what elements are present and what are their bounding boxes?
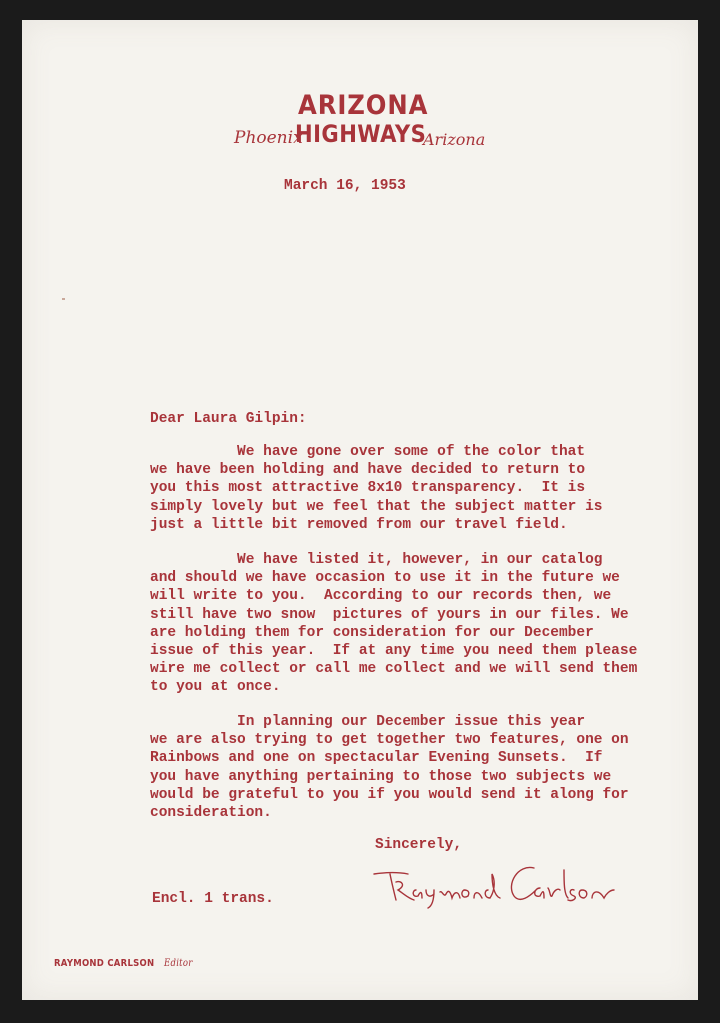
body-line: simply lovely but we feel that the subject matter is — [150, 498, 603, 515]
letter-page — [22, 20, 698, 1000]
footer-title: Editor — [164, 958, 193, 969]
body-line: you have anything pertaining to those two subjects we — [150, 768, 612, 785]
body-line: wire me collect or call me collect and we will send them — [150, 661, 638, 678]
body-line: we are also trying to get together two features, one on — [150, 732, 629, 749]
letterhead — [22, 90, 698, 160]
body-line: will write to you. According to our records then, we — [150, 588, 612, 605]
paragraph-2 — [150, 551, 638, 697]
letter-date: March 16, 1953 — [284, 178, 406, 194]
footer-name: RAYMOND CARLSON — [54, 958, 155, 969]
body-line: In planning our December issue this year — [150, 714, 586, 730]
letterhead-city: Phoenix — [234, 128, 303, 148]
letterhead-state: Arizona — [423, 130, 486, 149]
signature — [368, 860, 618, 910]
paper-mark — [62, 298, 65, 300]
body-line: and should we have occasion to use it in the future we — [150, 570, 620, 587]
body-line: we have been holding and have decided to return to — [150, 462, 586, 479]
closing: Sincerely, — [375, 837, 463, 853]
paragraph-3 — [150, 713, 629, 822]
body-line: issue of this year. If at any time you need them please — [150, 643, 638, 660]
body-line: would be grateful to you if you would send it along for — [150, 786, 629, 803]
enclosure-note: Encl. 1 trans. — [152, 891, 274, 907]
body-line: just a little bit removed from our travel field. — [150, 516, 568, 533]
body-line: consideration. — [150, 805, 272, 822]
body-line: Rainbows and one on spectacular Evening Sunsets. If — [150, 750, 603, 767]
salutation: Dear Laura Gilpin: — [150, 411, 307, 427]
body-line: We have gone over some of the color that — [150, 444, 586, 460]
letterhead-arizona: ARIZONA — [298, 90, 429, 121]
letterhead-highways: HIGHWAYS — [295, 120, 427, 148]
paragraph-1 — [150, 443, 610, 534]
body-line: We have listed it, however, in our catalog — [150, 552, 603, 568]
body-line: are holding them for consideration for our December — [150, 624, 594, 641]
body-line: to you at once. — [150, 679, 281, 696]
body-line: still have two snow pictures of yours in our files. We — [150, 606, 629, 623]
footer-signature-block — [54, 958, 193, 969]
body-line: you this most attractive 8x10 transparency. It is — [150, 480, 586, 497]
